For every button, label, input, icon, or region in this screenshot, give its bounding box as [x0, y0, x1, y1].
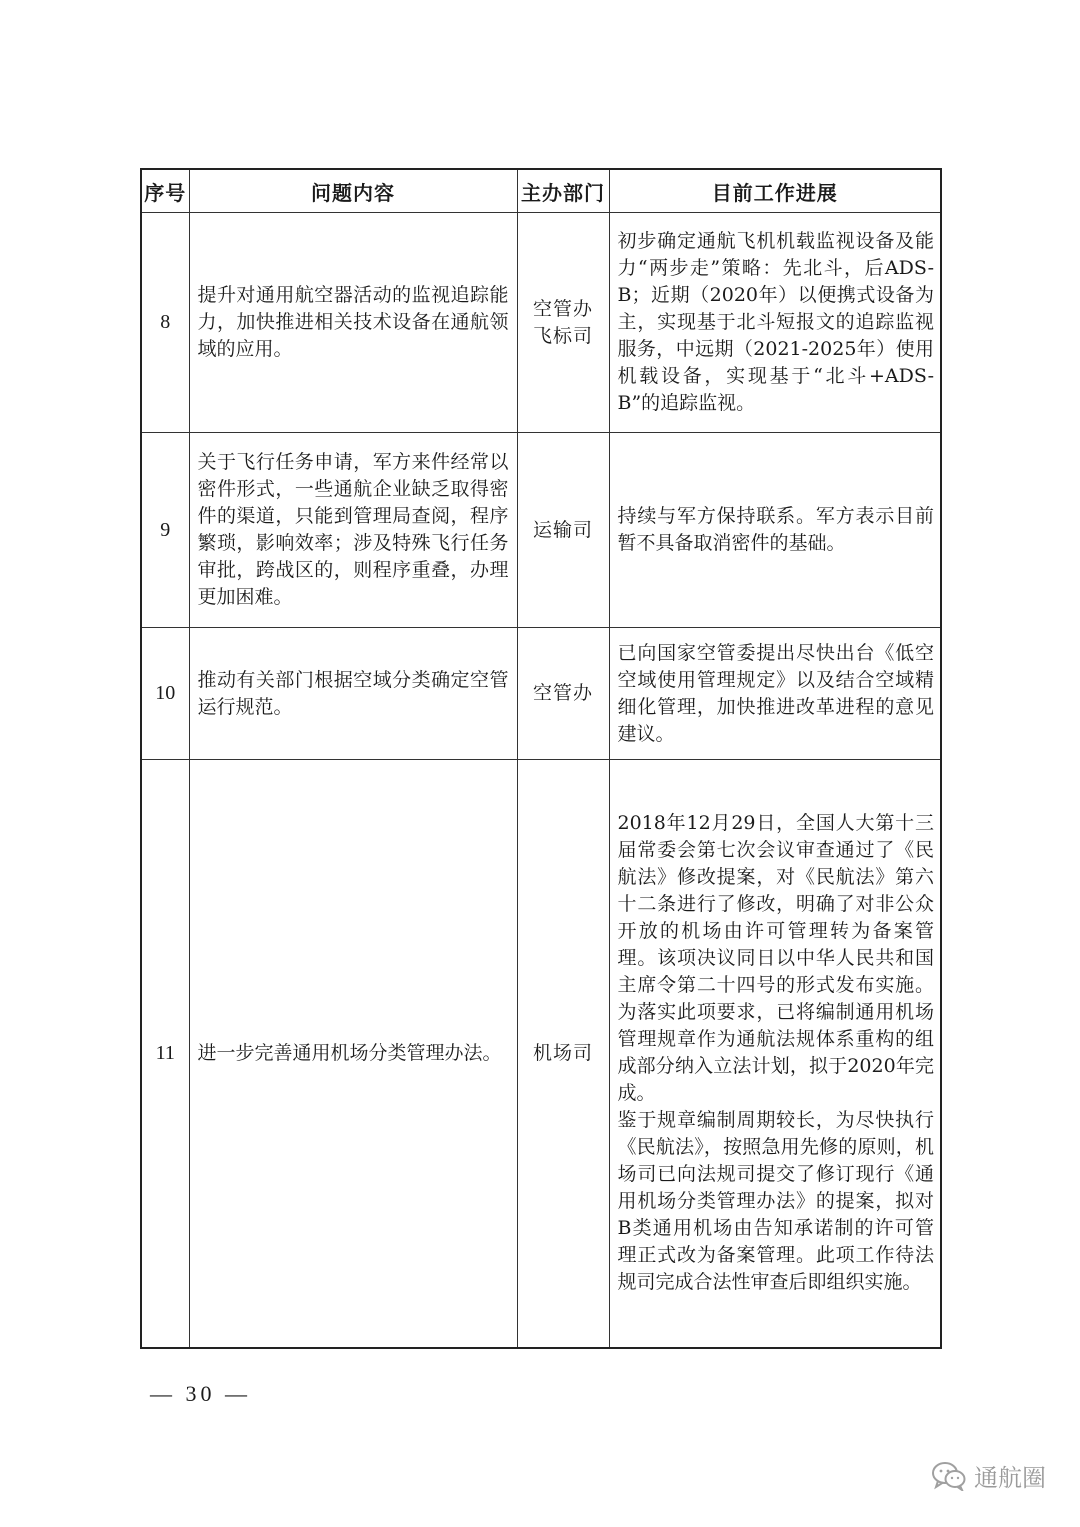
row-number: 11 — [141, 760, 189, 1348]
department: 空管办飞标司 — [517, 213, 609, 433]
progress-text — [609, 760, 941, 1348]
table-row — [141, 213, 941, 433]
table-row — [141, 628, 941, 760]
progress-text — [609, 433, 941, 628]
issues-table — [140, 168, 942, 1349]
header-issue: 问题内容 — [189, 169, 517, 213]
issue-text: 推动有关部门根据空域分类确定空管运行规范。 — [189, 628, 517, 760]
progress-paragraph: 初步确定通航飞机机载监视设备及能力“两步走”策略：先北斗，后ADS-B；近期（2020年）以便携式设备为主，实现基于北斗短报文的追踪监视服务，中远期（2021-2025年）使用机载设备，实现基于“北斗+ADS-B”的追踪监视。 — [617, 230, 934, 414]
header-progress: 目前工作进展 — [609, 169, 941, 213]
department: 运输司 — [517, 433, 609, 628]
table-header-row — [141, 169, 941, 213]
issue-text: 关于飞行任务申请，军方来件经常以密件形式，一些通航企业缺乏取得密件的渠道，只能到管理局查阅，程序繁琐，影响效率；涉及特殊飞行任务审批，跨战区的，则程序重叠，办理更加困难。 — [189, 433, 517, 628]
progress-text — [609, 628, 941, 760]
row-number: 10 — [141, 628, 189, 760]
table-row — [141, 433, 941, 628]
progress-paragraph: 2018年12月29日，全国人大第十三届常委会第七次会议审查通过了《民航法》修改提案，对《民航法》第六十二条进行了修改，明确了对非公众开放的机场由许可管理转为备案管理。该项决议同日以中华人民共和国主席令第二十四号的形式发布实施。为落实此项要求，已将编制通用机场管理规章作为通航法规体系重构的组成部分纳入立法计划，拟于2020年完成。 — [617, 812, 934, 1105]
header-no: 序号 — [141, 169, 189, 213]
wechat-icon — [932, 1461, 966, 1491]
header-dept: 主办部门 — [517, 169, 609, 213]
watermark-text: 通航圈 — [974, 1464, 1046, 1492]
issue-text: 提升对通用航空器活动的监视追踪能力，加快推进相关技术设备在通航领域的应用。 — [189, 213, 517, 433]
row-number: 8 — [141, 213, 189, 433]
progress-paragraph: 鉴于规章编制周期较长，为尽快执行《民航法》，按照急用先修的原则，机场司已向法规司提交了修订现行《通用机场分类管理办法》的提案，拟对B类通用机场由告知承诺制的许可管理正式改为备案管理。此项工作待法规司完成合法性审查后即组织实施。 — [617, 1109, 934, 1294]
table-row — [141, 760, 941, 1348]
department: 机场司 — [517, 760, 609, 1348]
issue-text: 进一步完善通用机场分类管理办法。 — [189, 760, 517, 1348]
row-number: 9 — [141, 433, 189, 628]
progress-paragraph: 持续与军方保持联系。军方表示目前暂不具备取消密件的基础。 — [617, 505, 934, 554]
progress-paragraph: 已向国家空管委提出尽快出台《低空空域使用管理规定》以及结合空域精细化管理，加快推进改革进程的意见建议。 — [617, 641, 934, 745]
page-number: — 30 — — [150, 1381, 251, 1406]
department: 空管办 — [517, 628, 609, 760]
watermark — [932, 1458, 1046, 1493]
progress-text — [609, 213, 941, 433]
